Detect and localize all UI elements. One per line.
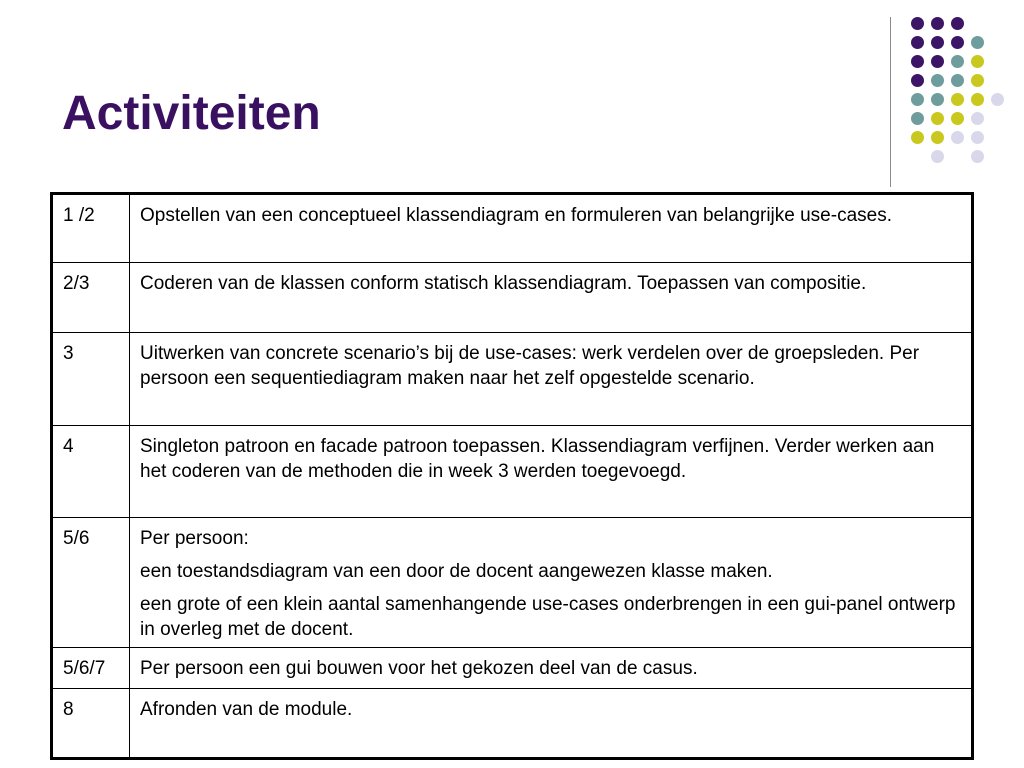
dot-lavender (971, 150, 984, 163)
dot-lavender (931, 150, 944, 163)
dot-purple (951, 36, 964, 49)
activity-text: een grote of een klein aantal samenhangende use-cases onderbrengen in een gui-panel ontwerp in overleg met de docent. (140, 594, 956, 640)
activity-text: Singleton patroon en facade patroon toepassen. Klassendiagram verfijnen. Verder werken aan het coderen van de methoden die in week 3 werden toegevoegd. (140, 436, 935, 482)
dot-purple (911, 55, 924, 68)
activity-cell (130, 648, 973, 689)
activity-cell (130, 426, 973, 518)
activity-text: Per persoon: (140, 528, 249, 549)
dot-purple (911, 36, 924, 49)
activity-text: Afronden van de module. (140, 699, 353, 720)
week-cell: 5/6 (52, 518, 130, 648)
dot-teal (951, 74, 964, 87)
title-divider (890, 17, 891, 187)
dot-lavender (971, 131, 984, 144)
dot-yellow (951, 93, 964, 106)
activity-text: Coderen van de klassen conform statisch klassendiagram. Toepassen van compositie. (140, 273, 867, 294)
dot-teal (911, 112, 924, 125)
activity-cell (130, 333, 973, 426)
table-row (52, 194, 973, 263)
activity-cell (130, 689, 973, 759)
table-row (52, 518, 973, 648)
dot-yellow (931, 112, 944, 125)
dot-lavender (971, 112, 984, 125)
dot-purple (951, 17, 964, 30)
dot-purple (911, 74, 924, 87)
dot-teal (951, 55, 964, 68)
dot-purple (911, 17, 924, 30)
week-cell: 4 (52, 426, 130, 518)
dot-yellow (931, 131, 944, 144)
week-cell: 5/6/7 (52, 648, 130, 689)
week-cell: 3 (52, 333, 130, 426)
dot-yellow (971, 93, 984, 106)
dot-yellow (951, 112, 964, 125)
week-cell: 8 (52, 689, 130, 759)
table-row (52, 648, 973, 689)
slide-title: Activiteiten (62, 87, 321, 140)
activities-table-body (52, 194, 973, 759)
activities-table (50, 192, 974, 760)
dot-teal (971, 36, 984, 49)
activity-text: een toestandsdiagram van een door de docent aangewezen klasse maken. (140, 561, 773, 582)
dot-lavender (951, 131, 964, 144)
table-row (52, 689, 973, 759)
dot-yellow (971, 55, 984, 68)
dot-yellow (971, 74, 984, 87)
activity-cell (130, 263, 973, 333)
dot-teal (931, 93, 944, 106)
activity-text: Per persoon een gui bouwen voor het gekozen deel van de casus. (140, 658, 698, 679)
dot-purple (931, 36, 944, 49)
activity-text: Uitwerken van concrete scenario’s bij de use-cases: werk verdelen over de groepsleden. Per persoon een sequentiediagram maken naar het zelf opgestelde scenario. (140, 343, 920, 389)
dot-teal (931, 74, 944, 87)
week-cell: 2/3 (52, 263, 130, 333)
activity-cell (130, 518, 973, 648)
dot-purple (931, 17, 944, 30)
week-cell: 1 /2 (52, 194, 130, 263)
table-row (52, 426, 973, 518)
activity-cell (130, 194, 973, 263)
dot-lavender (991, 93, 1004, 106)
dot-yellow (911, 131, 924, 144)
dot-purple (931, 55, 944, 68)
activity-text: Opstellen van een conceptueel klassendiagram en formuleren van belangrijke use-cases. (140, 205, 892, 226)
dot-teal (911, 93, 924, 106)
table-row (52, 263, 973, 333)
table-row (52, 333, 973, 426)
